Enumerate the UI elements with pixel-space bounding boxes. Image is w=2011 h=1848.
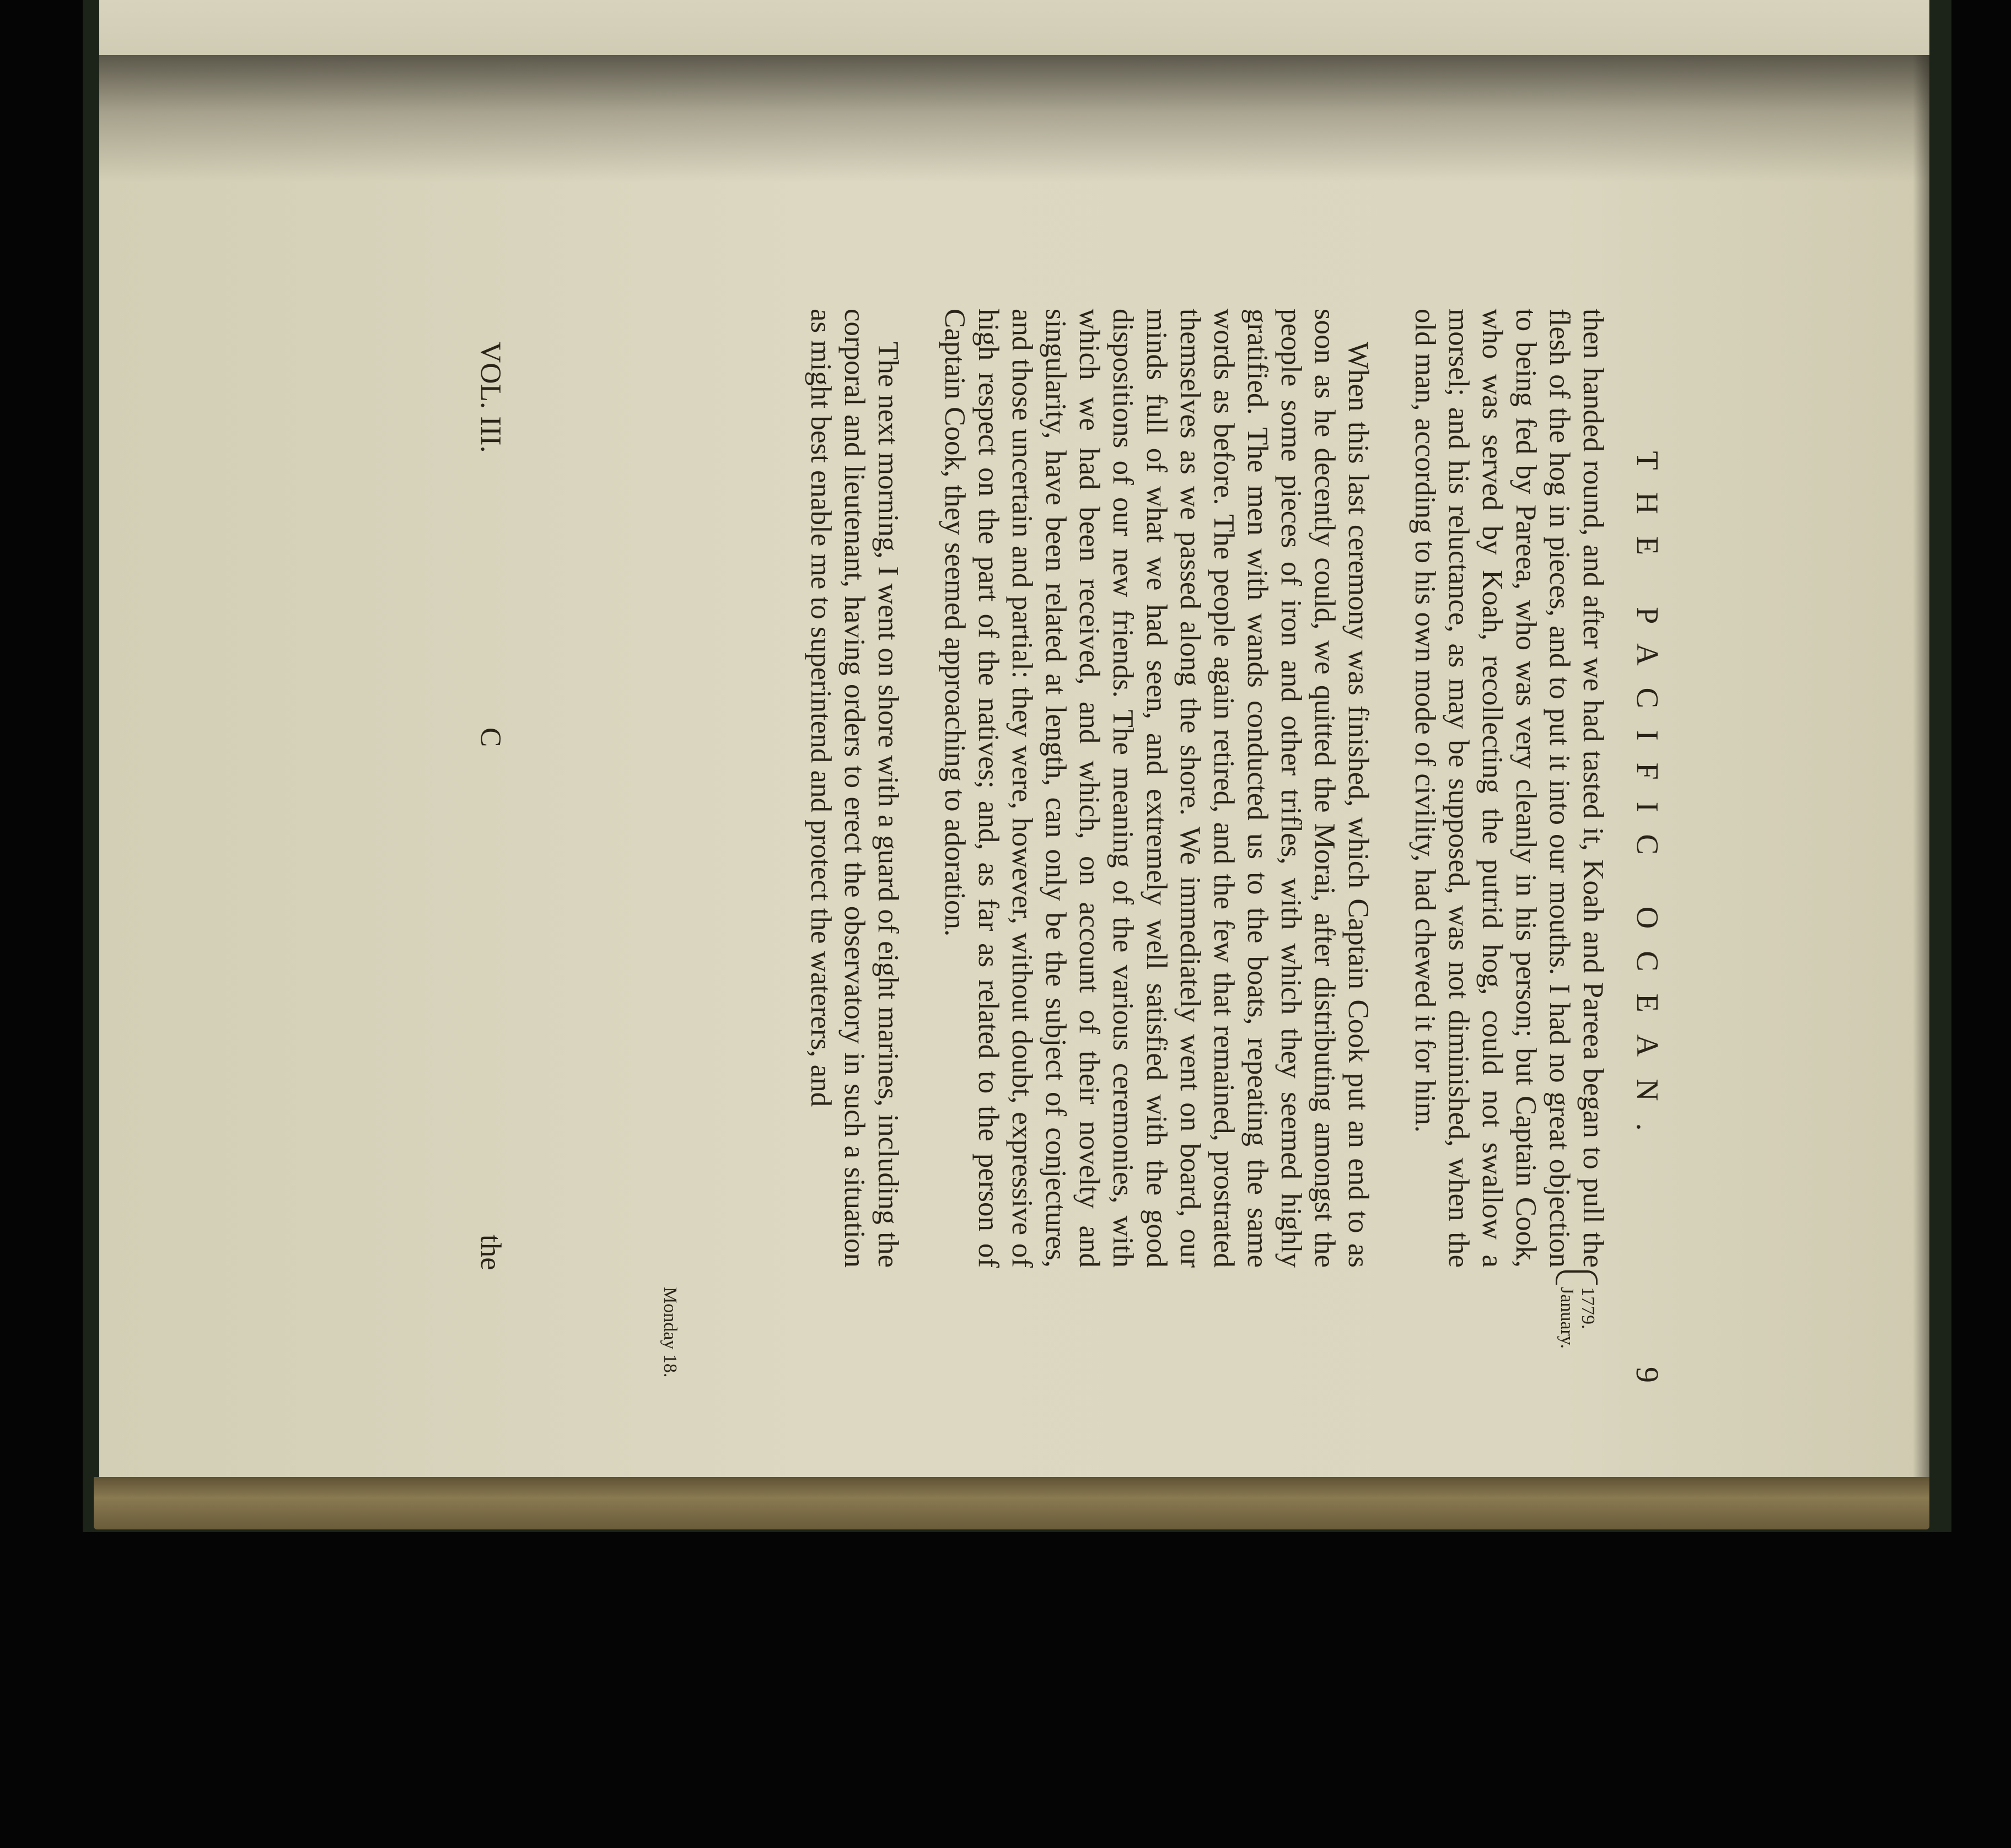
previous-page-edge — [99, 0, 1929, 61]
gutter-shadow — [99, 55, 1929, 182]
running-head: THE PACIFIC OCEAN. — [1630, 451, 1664, 1153]
volume-label: VOL. III. — [475, 342, 507, 453]
page-header — [1610, 309, 1670, 1411]
page-edge-shadow — [1913, 55, 1929, 1483]
margin-note-year: 1779. — [1578, 1287, 1598, 1329]
margin-brace — [1556, 1270, 1598, 1285]
margin-note-month: January. — [1557, 1287, 1577, 1349]
paragraph-2: When this last ceremony was finished, which Captain Cook put an end to as soon as he decently could, we quitted the Morai, after distributing amongst the people some pieces of iron and other trifles, with which they seemed highly gratified. The men with wands conducted us to the boats, repeating the same words as before. The people again retired, and the few that remained, prostrated themselves as we passed along the shore. We immediately went on board, our minds full of what we had seen, and extremely well satisfied with the good dispositions of our new friends. The meaning of the various ceremonies, with which we had been received, and which, on account of their novelty and singularity, have been related at length, can only be the subject of conjectures, and those uncertain and partial: they were, however, without doubt, expressive of high respect on the part of the natives; and, as far as related to the person of Captain Cook, they seemed approaching to adoration. — [939, 309, 1374, 1268]
catchword: the — [475, 1235, 507, 1270]
book-binding — [94, 1477, 1929, 1529]
margin-note-date: Monday 18. — [660, 1287, 680, 1378]
paragraph-3: The next morning, I went on shore with a guard of eight marines, including the corporal and lieutenant, having orders to erect the observatory in such a situation as might best enable me to superintend and protect the waterers, and — [805, 309, 904, 1268]
body-text — [771, 309, 1610, 1268]
page-number: 9 — [1630, 1367, 1665, 1383]
rotated-page-text — [475, 309, 1670, 1411]
signature-mark: C — [475, 728, 507, 747]
page-footer — [469, 342, 507, 1279]
paragraph-1: then handed round, and after we had tasted it, Koah and Pareea began to pull the flesh of the hog in pieces, and to put it into our mouths. I had no great objection to being fed by Pareea, who was very cleanly in his person; but Captain Cook, who was served by Koah, recollecting the putrid hog, could not swallow a morsel; and his reluctance, as may be supposed, was not diminished, when the old man, according to his own mode of civility, had chewed it for him. — [1409, 309, 1609, 1268]
